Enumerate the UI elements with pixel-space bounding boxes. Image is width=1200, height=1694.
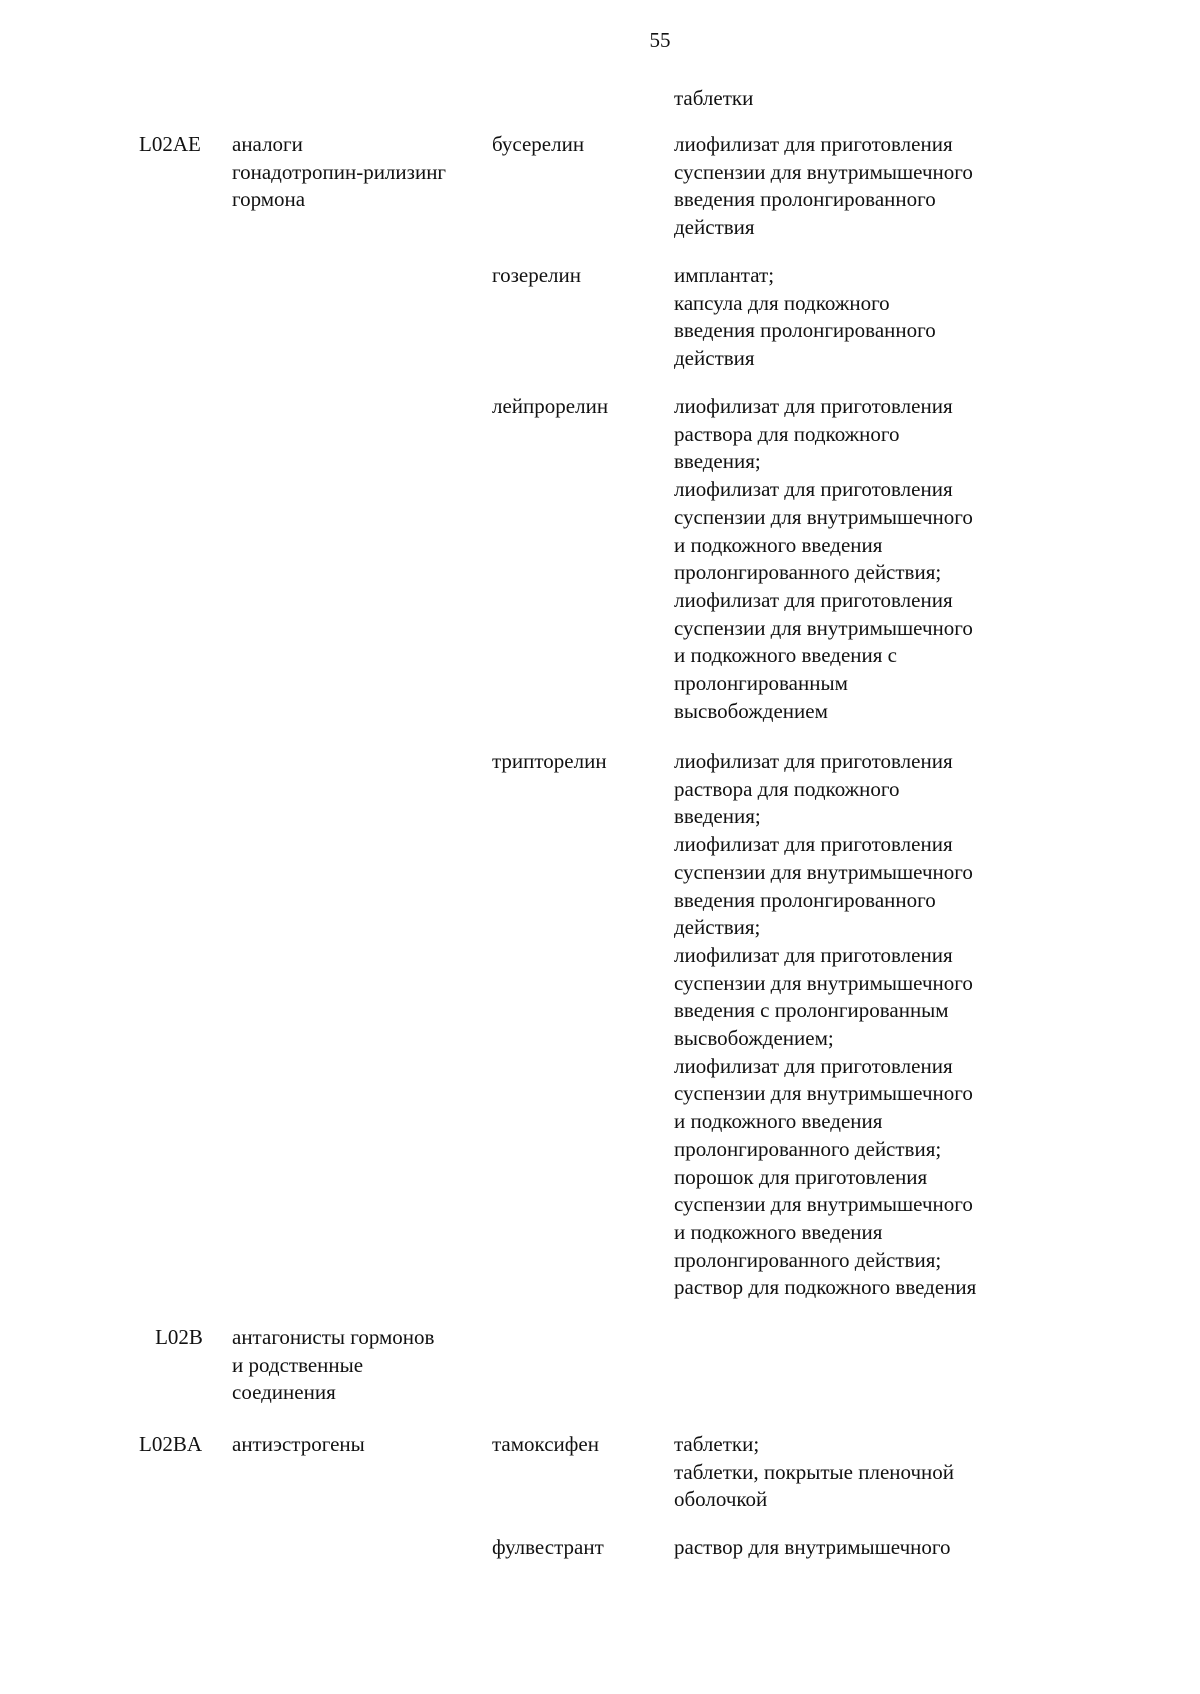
atc-code-cell: L02BA [139, 1432, 202, 1456]
dosage-form-cell: раствор для внутримышечного [674, 1535, 951, 1559]
drug-name-cell: лейпрорелин [492, 394, 609, 418]
atc-code-cell: L02AE [139, 132, 201, 156]
page-number: 55 [649, 28, 671, 52]
dosage-form-cell: лиофилизат для приготовления раствора для подкожного введения; лиофилизат для приготовления суспензии для внутримышечного и подкожного введения пролонгированного действия; лиофилизат для приготовления суспензии для внутримышечного и подкожного введения с пролонгированным высвобождением [674, 394, 973, 723]
atc-code-cell: L02B [155, 1325, 203, 1349]
drug-name-cell: фулвестрант [492, 1535, 604, 1559]
dosage-form-cell: таблетки; таблетки, покрытые пленочной оболочкой [674, 1432, 955, 1512]
dosage-form-cell: лиофилизат для приготовления раствора для подкожного введения; лиофилизат для приготовления суспензии для внутримышечного введения пролонгированного действия; лиофилизат для приготовления суспензии для внутримышечного введения с пролонгированным высвобождением; лиофилизат для приготовления суспензии для внутримышечного и подкожного введения пролонгированного действия; порошок для приготовления суспензии для внутримышечного и подкожного введения пролонгированного действия; раствор для подкожного введения [674, 749, 977, 1300]
dosage-form-cell: лиофилизат для приготовления суспензии для внутримышечного введения пролонгированного действия [674, 132, 973, 240]
drug-name-cell: гозерелин [492, 263, 581, 287]
dosage-form-cell: имплантат; капсула для подкожного введения пролонгированного действия [674, 263, 936, 371]
anatomical-group-cell: аналоги гонадотропин-рилизинг гормона [232, 132, 447, 212]
dosage-form-cell: таблетки [674, 86, 754, 110]
drug-name-cell: бусерелин [492, 132, 585, 156]
anatomical-group-cell: антиэстрогены [232, 1432, 365, 1456]
drug-name-cell: тамоксифен [492, 1432, 599, 1456]
drug-name-cell: трипторелин [492, 749, 607, 773]
anatomical-group-cell: антагонисты гормонов и родственные соединения [232, 1325, 435, 1405]
